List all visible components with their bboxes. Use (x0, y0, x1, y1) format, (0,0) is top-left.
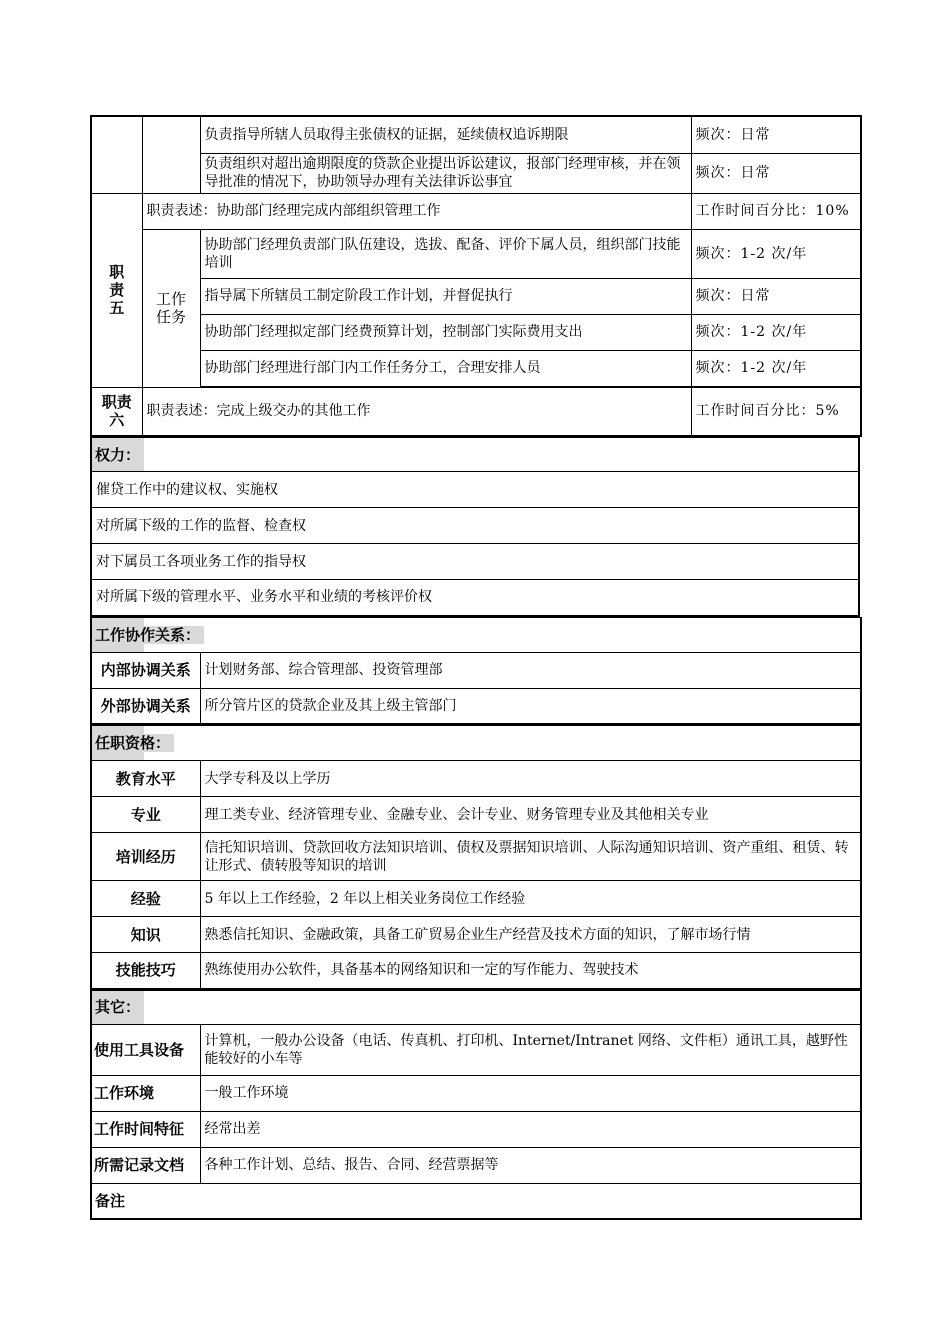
duty-top-label-cell (91, 116, 142, 193)
duty-top-row (91, 116, 861, 153)
coop-label: 内部协调关系 (91, 652, 200, 688)
duty6-label: 职责 六 (91, 387, 142, 436)
task-frequency: 频次：日常 (691, 278, 861, 314)
coop-value: 计划财务部、综合管理部、投资管理部 (200, 652, 861, 688)
coop-label: 外部协调关系 (91, 688, 200, 724)
duty5-task-row (91, 350, 861, 386)
task-text: 负责指导所辖人员取得主张债权的证据，延续债权追诉期限 (200, 116, 691, 153)
duty6-row (91, 387, 861, 436)
duty5-label: 职 责 五 (91, 193, 142, 387)
task-frequency: 频次：1-2 次/年 (691, 229, 861, 278)
other-label: 所需记录文档 (91, 1147, 200, 1183)
qual-row (91, 953, 861, 989)
other-value: 一般工作环境 (200, 1075, 861, 1111)
coop-row (91, 688, 861, 724)
task-text: 指导属下所辖员工制定阶段工作计划，并督促执行 (200, 278, 691, 314)
qual-value: 理工类专业、经济管理专业、金融专业、会计专业、财务管理专业及其他相关专业 (200, 797, 861, 833)
qual-table (90, 725, 862, 990)
qual-value: 熟练使用办公软件，具备基本的网络知识和一定的写作能力、驾驶技术 (200, 953, 861, 989)
qual-value: 信托知识培训、贷款回收方法知识培训、债权及票据知识培训、人际沟通知识培训、资产重组、租赁、转让形式、债转股等知识的培训 (200, 833, 861, 881)
power-item: 催贷工作中的建议权、实施权 (91, 472, 859, 508)
other-title-row (91, 990, 861, 1024)
qual-row (91, 797, 861, 833)
power-table (90, 437, 860, 617)
other-label: 使用工具设备 (91, 1024, 200, 1075)
power-title-row (91, 438, 859, 472)
duty5-desc-row (91, 193, 861, 229)
task-frequency: 频次：1-2 次/年 (691, 314, 861, 350)
power-item: 对所属下级的工作的监督、检查权 (91, 508, 859, 544)
qual-row (91, 917, 861, 953)
duty5-task-row (91, 278, 861, 314)
task-text: 协助部门经理进行部门内工作任务分工，合理安排人员 (200, 350, 691, 386)
power-item-row (91, 580, 859, 616)
other-value: 各种工作计划、总结、报告、合同、经营票据等 (200, 1147, 861, 1183)
job-description-table (90, 115, 862, 437)
duty6-desc: 职责表述：完成上级交办的其他工作 (142, 387, 691, 436)
duty5-percent: 工作时间百分比：10% (691, 193, 861, 229)
qual-label: 知识 (91, 917, 200, 953)
qual-row (91, 881, 861, 917)
duty5-desc: 职责表述：协助部门经理完成内部组织管理工作 (142, 193, 691, 229)
qual-row (91, 833, 861, 881)
remark-row (91, 1183, 861, 1219)
power-item-row (91, 508, 859, 544)
duty-top-sub-cell (142, 116, 200, 193)
other-label: 工作时间特征 (91, 1111, 200, 1147)
task-frequency: 频次：日常 (691, 153, 861, 193)
duty-top-row (91, 153, 861, 193)
qual-title: 任职资格： (95, 734, 174, 752)
power-title: 权力： (95, 446, 144, 464)
coop-table (90, 617, 862, 726)
duty6-percent: 工作时间百分比：5% (691, 387, 861, 436)
qual-label: 教育水平 (91, 761, 200, 797)
other-label: 工作环境 (91, 1075, 200, 1111)
coop-row (91, 652, 861, 688)
other-row (91, 1111, 861, 1147)
qual-label: 技能技巧 (91, 953, 200, 989)
qual-label: 专业 (91, 797, 200, 833)
other-value: 经常出差 (200, 1111, 861, 1147)
power-item-row (91, 472, 859, 508)
task-text: 负责组织对超出逾期限度的贷款企业提出诉讼建议，报部门经理审核，并在领导批准的情况下，协助领导办理有关法律诉讼事宜 (200, 153, 691, 193)
other-row (91, 1147, 861, 1183)
qual-label: 经验 (91, 881, 200, 917)
qual-value: 大学专科及以上学历 (200, 761, 861, 797)
other-row (91, 1075, 861, 1111)
task-label: 工作 任务 (142, 229, 200, 387)
qual-row (91, 761, 861, 797)
qual-value: 5 年以上工作经验，2 年以上相关业务岗位工作经验 (200, 881, 861, 917)
coop-title-row (91, 617, 861, 652)
other-value: 计算机，一般办公设备（电话、传真机、打印机、Internet/Intranet 网络、文件柜）通讯工具，越野性能较好的小车等 (200, 1024, 861, 1075)
other-title: 其它： (95, 998, 144, 1016)
qual-label: 培训经历 (91, 833, 200, 881)
qual-value: 熟悉信托知识、金融政策，具备工矿贸易企业生产经营及技术方面的知识，了解市场行情 (200, 917, 861, 953)
power-item: 对所属下级的管理水平、业务水平和业绩的考核评价权 (91, 580, 859, 616)
coop-value: 所分管片区的贷款企业及其上级主管部门 (200, 688, 861, 724)
task-frequency: 频次：1-2 次/年 (691, 350, 861, 386)
duty5-task-row (91, 229, 861, 278)
duty5-task-row (91, 314, 861, 350)
remark-title: 备注 (91, 1183, 861, 1219)
other-row (91, 1024, 861, 1075)
other-table (90, 990, 862, 1221)
qual-title-row (91, 726, 861, 761)
task-text: 协助部门经理负责部门队伍建设，选拔、配备、评价下属人员，组织部门技能培训 (200, 229, 691, 278)
coop-title: 工作协作关系： (95, 626, 204, 644)
job-description-page (90, 115, 860, 1220)
task-text: 协助部门经理拟定部门经费预算计划，控制部门实际费用支出 (200, 314, 691, 350)
power-item-row (91, 544, 859, 580)
power-item: 对下属员工各项业务工作的指导权 (91, 544, 859, 580)
task-frequency: 频次：日常 (691, 116, 861, 153)
